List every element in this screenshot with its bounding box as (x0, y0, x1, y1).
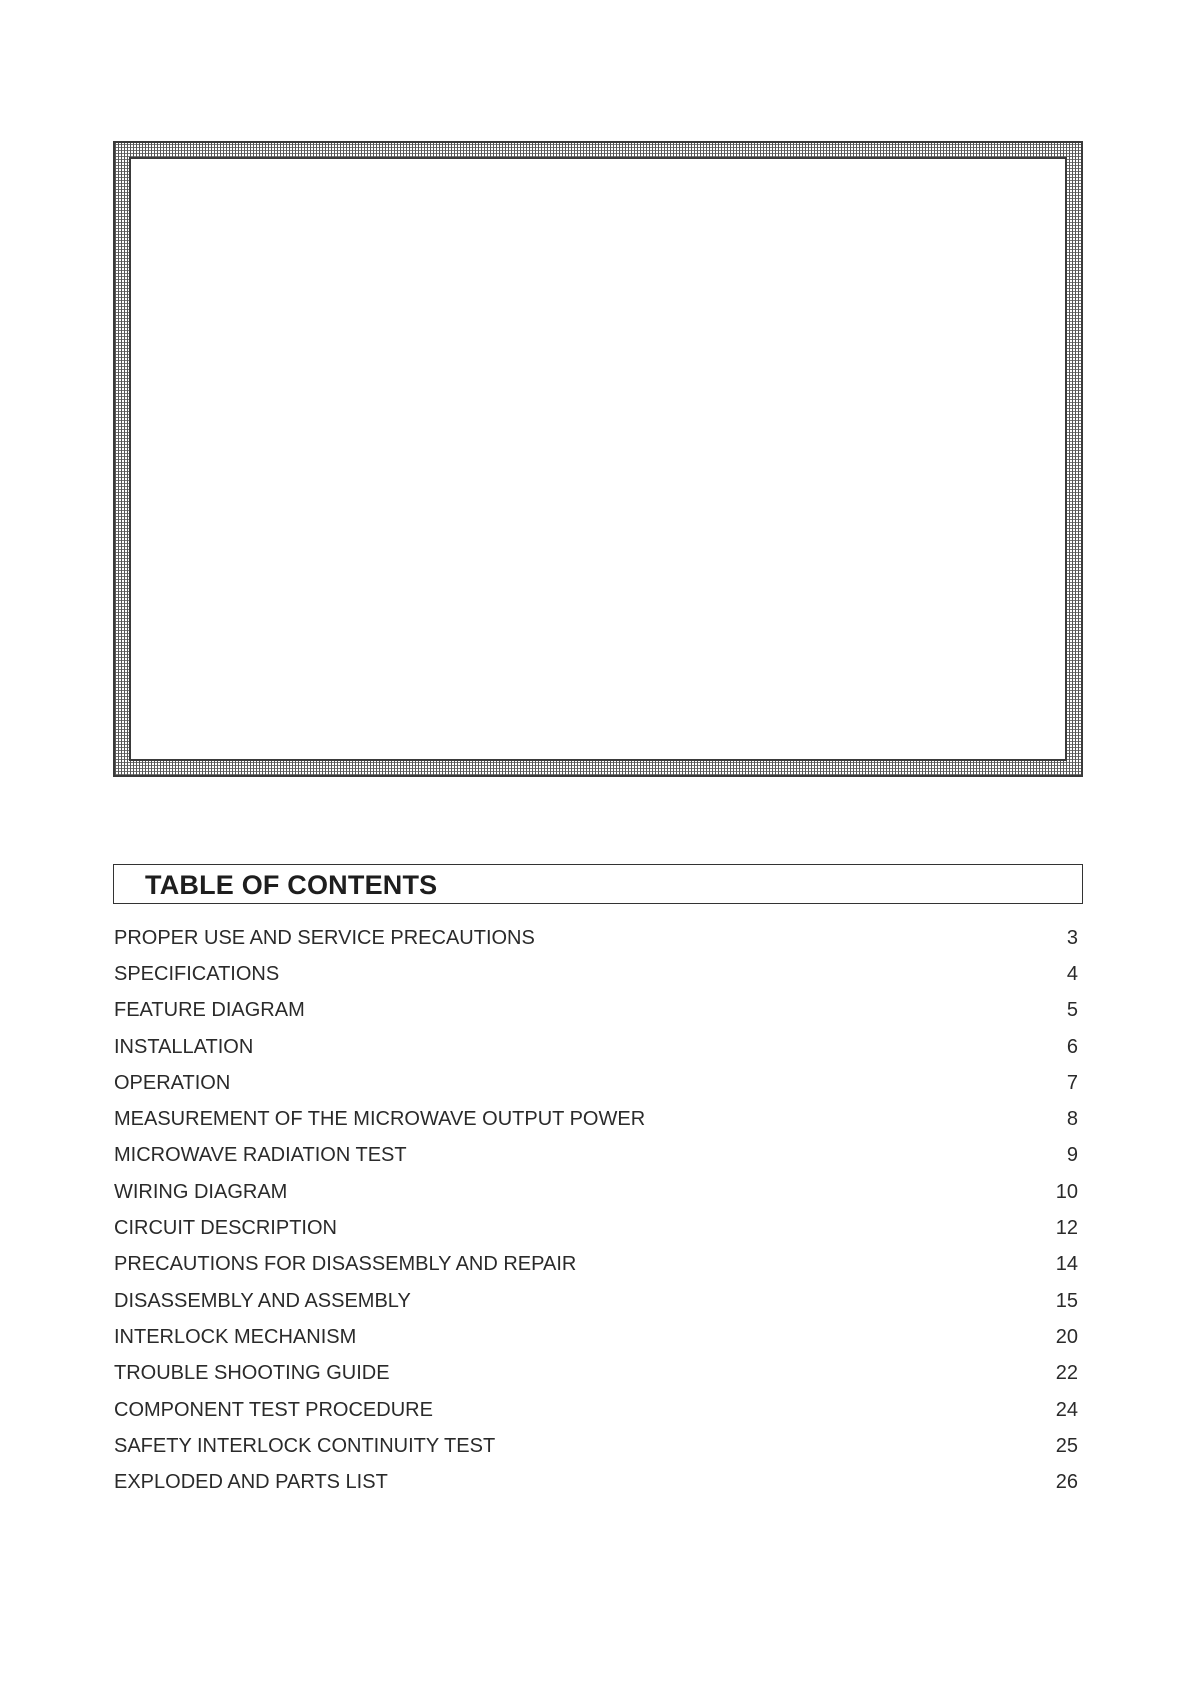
toc-entry-page: 5 (1066, 999, 1078, 1022)
toc-entry-page: 15 (1055, 1289, 1078, 1312)
toc-entry-page: 10 (1055, 1180, 1078, 1203)
toc-entry-label: INSTALLATION (114, 1035, 254, 1058)
toc-entry-label: FEATURE DIAGRAM (114, 999, 305, 1022)
toc-entry[interactable] (114, 1356, 1078, 1392)
toc-entry-page: 4 (1066, 962, 1078, 985)
toc-entry[interactable] (114, 1029, 1078, 1065)
toc-header-box (113, 864, 1083, 904)
toc-entry[interactable] (114, 1247, 1078, 1283)
toc-entry-label: EXPLODED AND PARTS LIST (114, 1471, 388, 1494)
toc-entry[interactable] (114, 1065, 1078, 1101)
toc-entry-page: 24 (1055, 1398, 1078, 1421)
toc-entry-label: CIRCUIT DESCRIPTION (114, 1217, 337, 1240)
toc-entry-label: SPECIFICATIONS (114, 962, 280, 985)
toc-entry[interactable] (114, 1319, 1078, 1355)
toc-entry-page: 22 (1055, 1362, 1078, 1385)
toc-entry-label: PRECAUTIONS FOR DISASSEMBLY AND REPAIR (114, 1253, 577, 1276)
toc-entry-page: 7 (1066, 1071, 1078, 1094)
toc-entry[interactable] (114, 1428, 1078, 1464)
toc-entry[interactable] (114, 1138, 1078, 1174)
toc-entry[interactable] (114, 993, 1078, 1029)
toc-entry-label: PROPER USE AND SERVICE PRECAUTIONS (114, 926, 535, 949)
toc-entry[interactable] (114, 1283, 1078, 1319)
toc-entry-label: INTERLOCK MECHANISM (114, 1325, 357, 1348)
toc-entry-label: SAFETY INTERLOCK CONTINUITY TEST (114, 1434, 496, 1457)
toc-entry[interactable] (114, 956, 1078, 992)
blank-frame-area (129, 157, 1067, 761)
toc-entry-page: 20 (1055, 1325, 1078, 1348)
toc-entry[interactable] (114, 1174, 1078, 1210)
toc-entry-page: 6 (1066, 1035, 1078, 1058)
toc-entry-page: 14 (1055, 1253, 1078, 1276)
toc-entry-page: 12 (1055, 1217, 1078, 1240)
toc-entry[interactable] (114, 1101, 1078, 1137)
toc-list (114, 920, 1078, 1501)
toc-entry-page: 25 (1055, 1434, 1078, 1457)
toc-entry-label: WIRING DIAGRAM (114, 1180, 288, 1203)
toc-entry-label: DISASSEMBLY AND ASSEMBLY (114, 1289, 411, 1312)
toc-entry[interactable] (114, 920, 1078, 956)
toc-entry-page: 9 (1066, 1144, 1078, 1167)
toc-entry-label: MEASUREMENT OF THE MICROWAVE OUTPUT POWER (114, 1108, 646, 1131)
toc-entry-page: 8 (1066, 1108, 1078, 1131)
decorative-border-frame (113, 141, 1083, 777)
toc-entry-label: OPERATION (114, 1071, 231, 1094)
toc-entry-label: TROUBLE SHOOTING GUIDE (114, 1362, 390, 1385)
toc-entry-label: COMPONENT TEST PROCEDURE (114, 1398, 433, 1421)
toc-entry[interactable] (114, 1464, 1078, 1500)
toc-title: TABLE OF CONTENTS (145, 870, 438, 900)
toc-entry[interactable] (114, 1210, 1078, 1246)
toc-entry-page: 3 (1066, 926, 1078, 949)
toc-entry-label: MICROWAVE RADIATION TEST (114, 1144, 407, 1167)
toc-entry[interactable] (114, 1392, 1078, 1428)
toc-entry-page: 26 (1055, 1471, 1078, 1494)
